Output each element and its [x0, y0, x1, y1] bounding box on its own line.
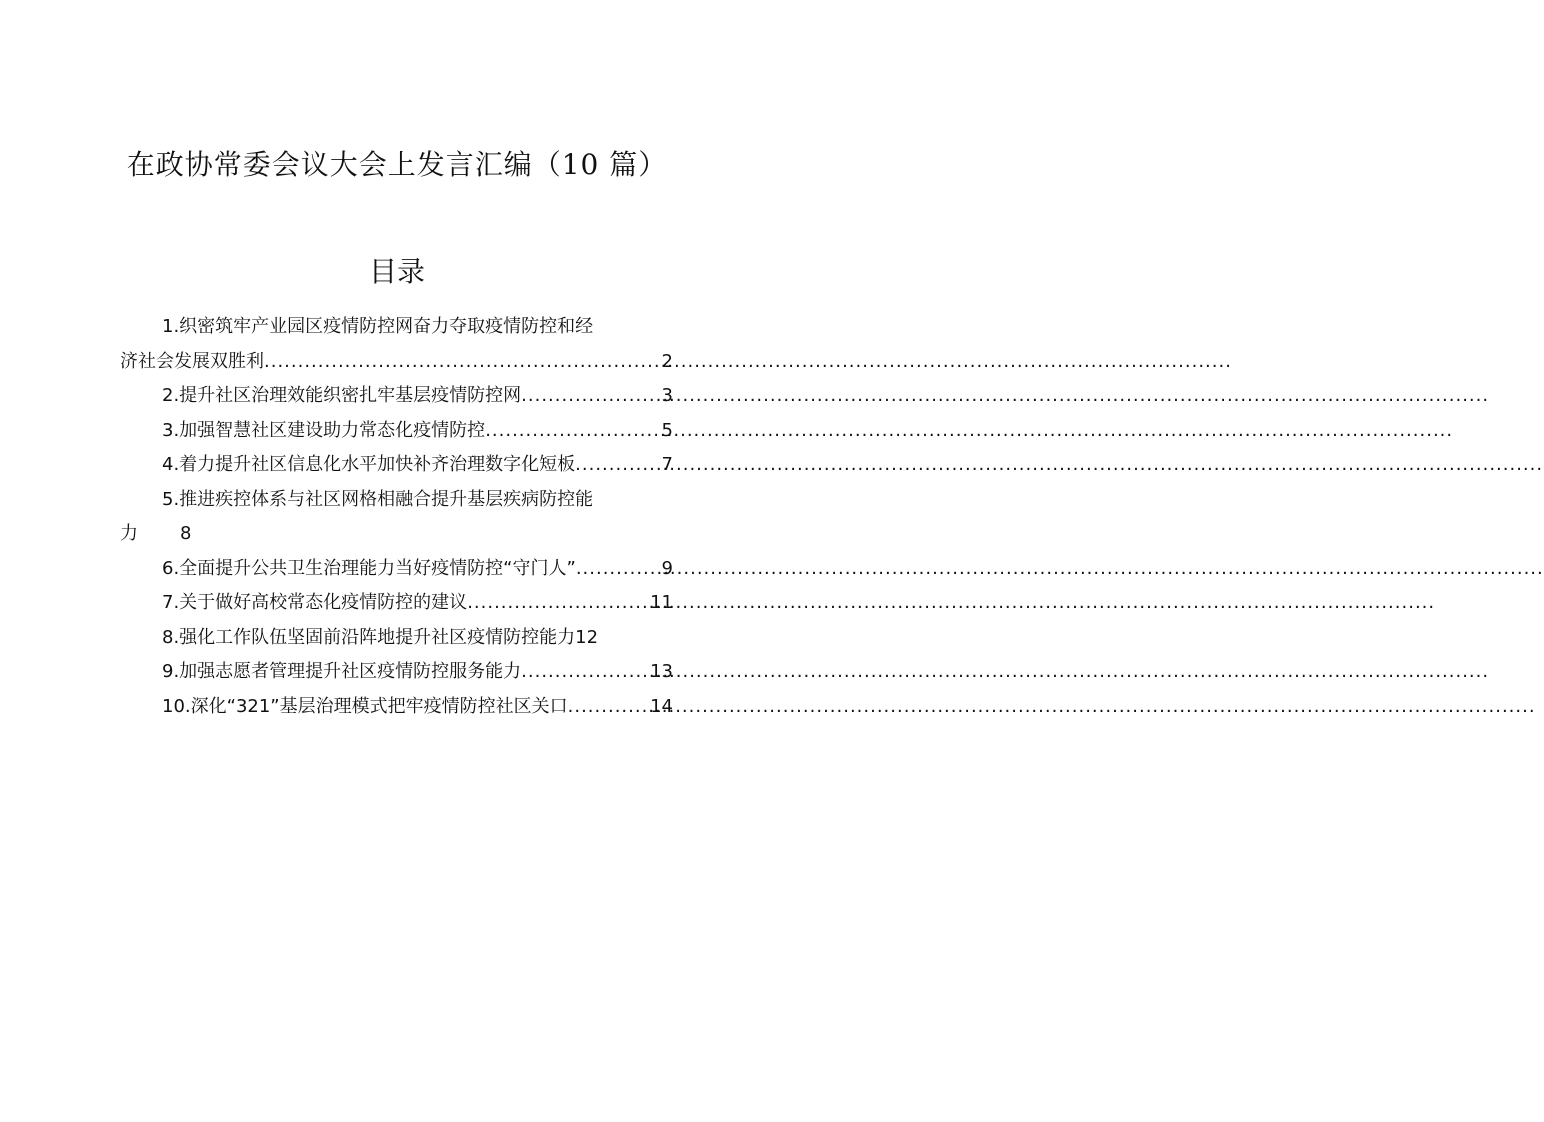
toc-page-number: 5	[661, 419, 673, 441]
toc-page-number: 14	[650, 695, 673, 717]
toc-entry-4[interactable]	[120, 448, 673, 483]
toc-page-number: 13	[650, 661, 673, 682]
toc-page-number: 8	[180, 523, 192, 544]
toc-entry-text-line2: 济社会发展双胜利	[120, 350, 264, 372]
leader-dots	[575, 448, 661, 483]
toc-entry-text: 8.强化工作队伍坚固前沿阵地提升社区疫情防控能力	[162, 626, 576, 648]
toc-entry-8[interactable]	[120, 621, 673, 656]
toc-entry-5[interactable]	[120, 483, 673, 552]
table-of-contents	[120, 310, 673, 724]
toc-entry-text: 9.加强志愿者管理提升社区疫情防控服务能力	[162, 661, 522, 682]
toc-entry-6[interactable]	[120, 552, 673, 587]
toc-entry-text: 7.关于做好高校常态化疫情防控的建议	[162, 592, 468, 613]
leader-dots	[521, 379, 661, 414]
toc-entry-text: 3.加强智慧社区建设助力常态化疫情防控	[162, 419, 486, 441]
leader-dots	[485, 414, 661, 449]
toc-entry-7[interactable]	[120, 586, 673, 621]
toc-entry-text: 10.深化“321”基层治理模式把牢疫情防控社区关口	[162, 695, 568, 717]
toc-page-number: 12	[575, 626, 599, 648]
toc-entry-text: 6.全面提升公共卫生治理能力当好疫情防控“守门人”	[162, 557, 576, 579]
toc-entry-text: 2.提升社区治理效能织密扎牢基层疫情防控网	[162, 385, 522, 406]
toc-page-number: 2	[661, 350, 673, 372]
toc-entry-text-line1: 5.推进疾控体系与社区网格相融合提升基层疾病防控能	[162, 488, 594, 510]
leader-dots	[521, 655, 650, 690]
leader-dots	[576, 552, 662, 587]
leader-dots	[264, 345, 662, 380]
toc-heading: 目录	[368, 255, 425, 288]
toc-entry-10[interactable]	[120, 690, 673, 725]
toc-page-number: 11	[650, 592, 673, 613]
toc-entry-text-line1: 1.织密筑牢产业园区疫情防控网奋力夺取疫情防控和经	[162, 316, 594, 337]
leader-dots	[568, 690, 650, 725]
leader-dots	[467, 586, 650, 621]
toc-entry-3[interactable]	[120, 414, 673, 449]
toc-page-number: 7	[661, 454, 673, 475]
toc-page-number: 3	[661, 385, 673, 406]
toc-entry-9[interactable]	[120, 655, 673, 690]
toc-entry-text-line2: 力	[120, 523, 138, 544]
toc-page-number: 9	[661, 557, 673, 579]
toc-entry-text: 4.着力提升社区信息化水平加快补齐治理数字化短板	[162, 454, 576, 475]
toc-entry-2[interactable]	[120, 379, 673, 414]
toc-entry-1[interactable]	[120, 310, 673, 379]
document-title: 在政协常委会议大会上发言汇编（10 篇）	[126, 148, 668, 181]
